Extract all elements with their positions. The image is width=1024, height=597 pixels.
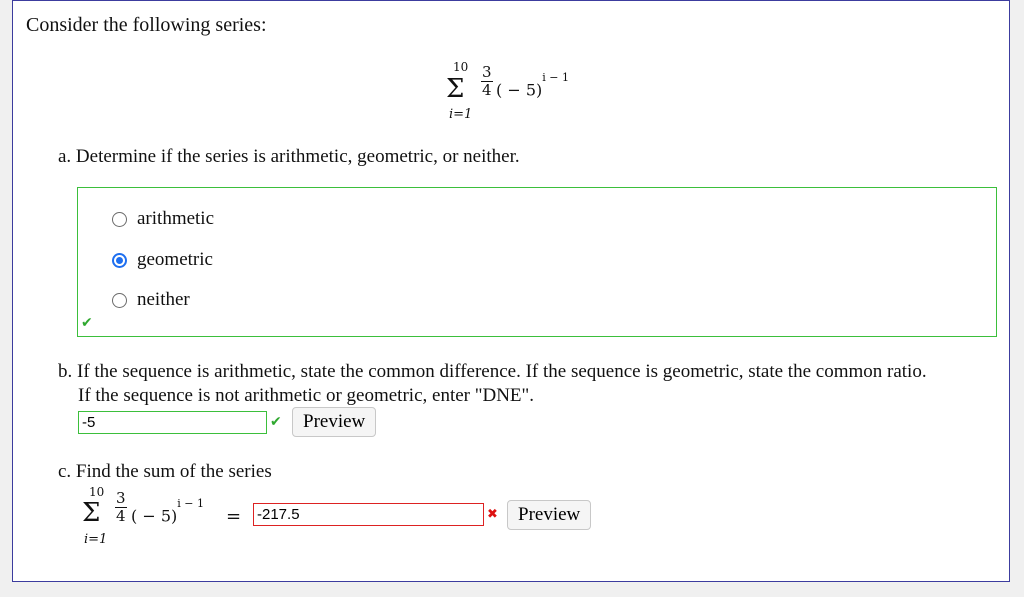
question-c: c. Find the sum of the series [58, 461, 272, 482]
fraction-denominator: 4 [482, 81, 492, 99]
check-icon: ✔ [270, 414, 282, 430]
equals-sign: = [226, 506, 242, 527]
page-footer-strip [0, 582, 1024, 597]
option-label: neither [137, 289, 190, 310]
x-icon: ✖ [487, 507, 498, 522]
series-base-text: ( − 5) [496, 80, 543, 100]
sigma-lower-limit: i=1 [84, 532, 108, 547]
part-a-answer-box [77, 187, 997, 337]
sigma-symbol: Σ [82, 498, 101, 528]
radio-geometric[interactable] [112, 253, 127, 268]
fraction-numerator: 3 [482, 63, 492, 81]
series-fraction [115, 490, 127, 525]
fraction-denominator: 4 [116, 507, 126, 525]
sigma-lower-limit: i=1 [449, 107, 473, 122]
sigma-symbol: Σ [446, 74, 465, 104]
radio-neither[interactable] [112, 293, 127, 308]
problem-intro: Consider the following series: [26, 14, 267, 36]
option-neither[interactable] [112, 289, 190, 311]
common-ratio-input[interactable] [78, 411, 267, 434]
question-b [58, 360, 998, 408]
question-b-line2: If the sequence is not arithmetic or geometric, enter "DNE". [78, 385, 535, 406]
option-label: geometric [137, 249, 213, 270]
question-b-line1: b. If the sequence is arithmetic, state the common difference. If the sequence is geometric, state the common ratio. [58, 361, 927, 382]
series-exponent: i − 1 [542, 71, 569, 84]
series-base [496, 71, 569, 100]
question-a: a. Determine if the series is arithmetic, geometric, or neither. [58, 146, 520, 167]
series-base-text: ( − 5) [131, 506, 178, 526]
fraction-numerator: 3 [116, 489, 126, 507]
option-label: arithmetic [137, 208, 215, 229]
series-fraction [481, 64, 493, 99]
sum-input[interactable] [253, 503, 484, 526]
preview-button-c[interactable]: Preview [507, 500, 591, 530]
option-arithmetic[interactable] [112, 208, 214, 230]
sigma-upper-limit: 10 [453, 60, 469, 74]
preview-button-b[interactable]: Preview [292, 407, 376, 437]
check-icon: ✔ [81, 315, 93, 331]
option-geometric[interactable] [112, 249, 213, 271]
series-base [131, 497, 204, 526]
series-exponent: i − 1 [177, 497, 204, 510]
sigma-upper-limit: 10 [89, 485, 105, 499]
radio-arithmetic[interactable] [112, 212, 127, 227]
